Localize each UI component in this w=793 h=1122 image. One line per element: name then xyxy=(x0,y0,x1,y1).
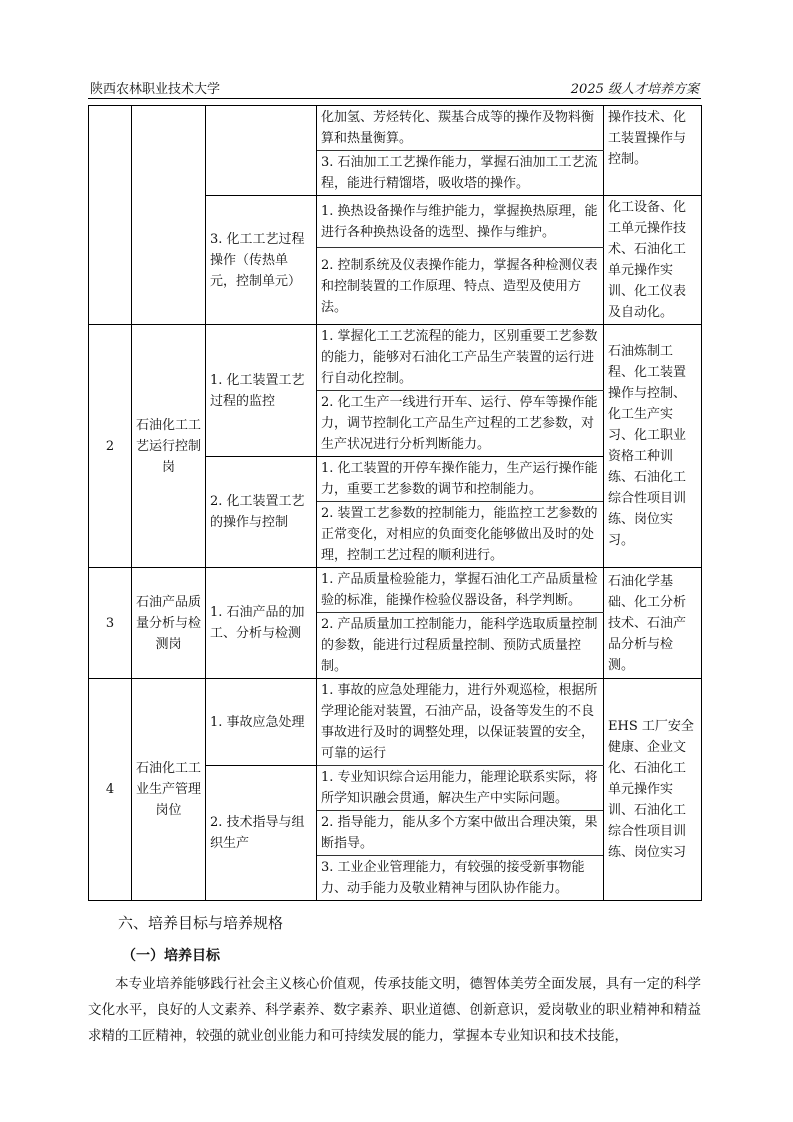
ability-cell: 3. 石油加工工艺操作能力，掌握石油加工工艺流程，能进行精馏塔，吸收塔的操作。 xyxy=(317,151,604,196)
table-row xyxy=(89,325,702,391)
ability-cell: 1. 掌握化工工艺流程的能力，区别重要工艺参数的能力，能够对石油化工产品生产装置的运行进行自动化控制。 xyxy=(317,325,604,391)
ability-cell: 1. 化工装置的开停车操作能力，生产运行操作能力，重要工艺参数的调节和控制能力。 xyxy=(317,457,604,502)
subsection-heading: （一）培养目标 xyxy=(122,948,220,964)
skill-cell: 1. 石油产品的加工、分析与检测 xyxy=(206,568,317,679)
post-cell: 石油化工工艺运行控制岗 xyxy=(132,325,206,568)
num-cell: 3 xyxy=(89,568,132,679)
skill-cell: 3. 化工工艺过程操作（传热单元，控制单元） xyxy=(206,196,317,325)
table-row xyxy=(89,568,702,613)
ability-cell: 1. 产品质量检验能力，掌握石油化工产品质量检验的标准，能操作检验仪器设备，科学判断。 xyxy=(317,568,604,613)
table-row xyxy=(89,679,702,766)
ability-cell: 1. 专业知识综合运用能力，能理论联系实际，将所学知识融会贯通，解决生产中实际问题。 xyxy=(317,766,604,811)
table-row xyxy=(89,106,702,151)
post-cell: 石油产品质量分析与检测岗 xyxy=(132,568,206,679)
ability-cell: 2. 指导能力，能从多个方案中做出合理决策，果断指导。 xyxy=(317,811,604,856)
ability-cell: 1. 事故的应急处理能力，进行外观巡检，根据所学理论能对装置，石油产品，设备等发生的不良事故进行及时的调整处理，以保证装置的安全，可靠的运行 xyxy=(317,679,604,766)
course-cell: 操作技术、化工装置操作与控制。 xyxy=(604,106,702,196)
ability-cell: 2. 化工生产一线进行开车、运行、停车等操作能力，调节控制化工产品生产过程的工艺参数，对生产状况进行分析判断能力。 xyxy=(317,391,604,457)
ability-cell: 3. 工业企业管理能力，有较强的接受新事物能力、动手能力及敬业精神与团队协作能力。 xyxy=(317,856,604,901)
ability-cell: 2. 装置工艺参数的控制能力，能监控工艺参数的正常变化，对相应的负面变化能够做出及时的处理，控制工艺过程的顺利进行。 xyxy=(317,502,604,568)
ability-cell: 化加氢、芳烃转化、羰基合成等的操作及物料衡算和热量衡算。 xyxy=(317,106,604,151)
ability-cell: 1. 换热设备操作与维护能力，掌握换热原理，能进行各种换热设备的选型、操作与维护。 xyxy=(317,196,604,248)
ability-cell: 2. 控制系统及仪表操作能力，掌握各种检测仪表和控制装置的工作原理、特点、造型及使用方法。 xyxy=(317,248,604,325)
ability-cell: 2. 产品质量加工控制能力，能科学选取质量控制的参数，能进行过程质量控制、预防式质量控制。 xyxy=(317,613,604,679)
course-cell: 化工设备、化工单元操作技术、石油化工单元操作实训、化工仪表及自动化。 xyxy=(604,196,702,325)
header-school: 陕西农林职业技术大学 xyxy=(90,82,221,97)
skill-cell: 1. 化工装置工艺过程的监控 xyxy=(206,325,317,457)
header-doc-title: 2025 级人才培养方案 xyxy=(570,82,699,97)
post-cell: 石油化工工业生产管理岗位 xyxy=(132,679,206,901)
course-cell: EHS 工厂安全健康、企业文化、石油化工单元操作实训、石油化工综合性项目训练、岗位实习 xyxy=(604,679,702,901)
section-heading: 六、培养目标与培养规格 xyxy=(118,914,284,932)
course-cell: 石油化学基础、化工分析技术、石油产品分析与检测。 xyxy=(604,568,702,679)
skill-cell: 2. 技术指导与组织生产 xyxy=(206,766,317,901)
skill-cell: 1. 事故应急处理 xyxy=(206,679,317,766)
num-cell: 2 xyxy=(89,325,132,568)
skill-cell: 2. 化工装置工艺的操作与控制 xyxy=(206,457,317,568)
skills-table xyxy=(88,105,702,901)
course-cell: 石油炼制工程、化工装置操作与控制、化工生产实习、化工职业资格工种训练、石油化工综合性项目训练、岗位实习。 xyxy=(604,325,702,568)
num-cell: 4 xyxy=(89,679,132,901)
body-paragraph: 本专业培养能够践行社会主义核心价值观，传承技能文明，德智体美劳全面发展，具有一定的科学文化水平，良好的人文素养、科学素养、数字素养、职业道德、创新意识，爱岗敬业的职业精神和精益求精的工匠精神，较强的就业创业能力和可持续发展的能力，掌握本专业知识和技术技能， xyxy=(88,976,701,1044)
num-cell xyxy=(89,106,132,325)
skill-cell xyxy=(206,106,317,196)
post-cell xyxy=(132,106,206,325)
page-header xyxy=(88,76,701,99)
